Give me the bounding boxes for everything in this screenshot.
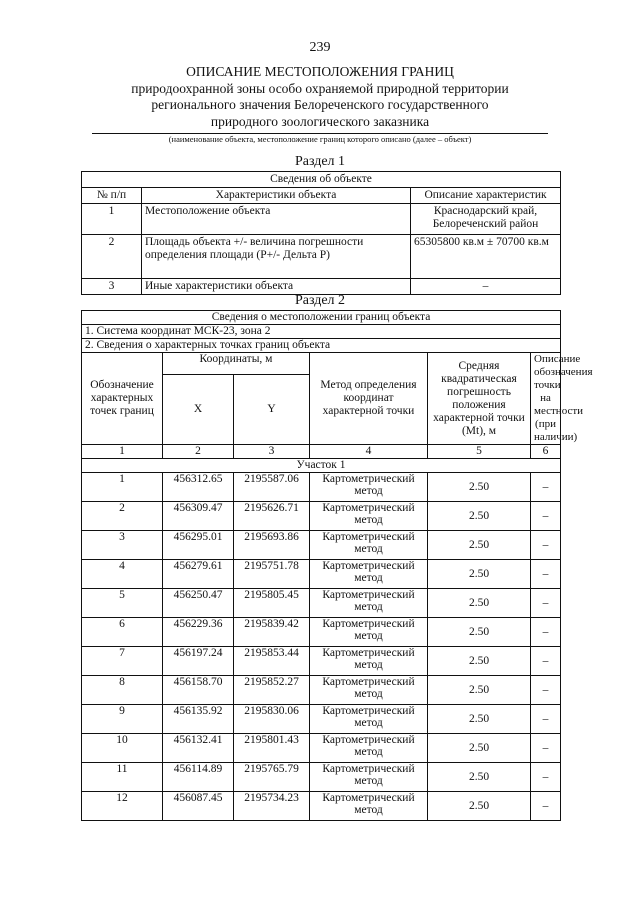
title-line: ОПИСАНИЕ МЕСТОПОЛОЖЕНИЯ ГРАНИЦ [186,64,454,79]
point-y: 2195626.71 [234,502,310,531]
table-row [82,705,561,734]
column-header: Характеристики объекта [142,188,411,204]
point-x: 456229.36 [163,618,234,647]
column-header: Обозначение характерных точек границ [82,353,163,445]
point-accuracy: 2.50 [428,763,531,792]
boundary-points-table [81,310,593,821]
document-title [80,64,560,130]
point-x: 456197.24 [163,647,234,676]
point-method: Картометрический метод [310,763,428,792]
column-header: Описание характеристик [411,188,561,204]
point-y: 2195805.45 [234,589,310,618]
characteristic-value: – [411,279,561,295]
section1-heading: Раздел 1 [294,154,346,169]
column-number: 1 [82,445,163,459]
coordinate-system: 1. Система координат МСК-23, зона 2 [82,325,561,339]
point-method: Картометрический метод [310,618,428,647]
point-x: 456295.01 [163,531,234,560]
column-number: 3 [234,445,310,459]
point-y: 2195801.43 [234,734,310,763]
table-row [82,473,561,502]
characteristic-value: 65305800 кв.м ± 70700 кв.м [411,235,561,279]
table-row [82,647,561,676]
section2-heading: Раздел 2 [294,293,346,308]
point-accuracy: 2.50 [428,502,531,531]
table-row [82,204,561,235]
row-number: 1 [82,204,142,235]
table-row [82,235,561,279]
point-description: – [531,734,561,763]
title-line: природного зоологического заказника [210,113,430,129]
point-accuracy: 2.50 [428,647,531,676]
point-x: 456158.70 [163,676,234,705]
point-description: – [531,531,561,560]
point-method: Картометрический метод [310,473,428,502]
title-line: природоохранной зоны особо охраняемой природной территории [131,80,509,96]
point-y: 2195853.44 [234,647,310,676]
column-number: 2 [163,445,234,459]
column-header: Координаты, м [163,353,310,375]
point-y: 2195765.79 [234,763,310,792]
table-row [82,502,561,531]
point-description: – [531,647,561,676]
points-body [82,473,561,821]
points-caption: 2. Сведения о характерных точках границ объекта [82,339,561,353]
point-description: – [531,705,561,734]
table-row [82,792,561,821]
table-row [82,676,561,705]
point-number: 11 [82,763,163,792]
table-row [82,763,561,792]
column-number: 5 [428,445,531,459]
point-method: Картометрический метод [310,560,428,589]
point-description: – [531,676,561,705]
column-header: Описание обозначения точки на местности (при наличии) [531,353,561,445]
point-accuracy: 2.50 [428,473,531,502]
title-subnote: (наименование объекта, местоположение границ которого описано (далее – объект) [168,134,472,144]
point-x: 456309.47 [163,502,234,531]
title-line: регионального значения Белореченского государственного [151,97,489,112]
point-y: 2195751.78 [234,560,310,589]
point-accuracy: 2.50 [428,705,531,734]
point-number: 10 [82,734,163,763]
point-description: – [531,763,561,792]
column-number: 6 [531,445,561,459]
table-title: Сведения об объекте [82,172,561,188]
point-accuracy: 2.50 [428,589,531,618]
point-number: 3 [82,531,163,560]
row-number: 3 [82,279,142,295]
column-number: 4 [310,445,428,459]
point-method: Картометрический метод [310,589,428,618]
characteristic: Местоположение объекта [142,204,411,235]
point-method: Картометрический метод [310,647,428,676]
table-row [82,560,561,589]
characteristic: Иные характеристики объекта [142,279,411,295]
point-accuracy: 2.50 [428,792,531,821]
point-number: 12 [82,792,163,821]
table-row [82,734,561,763]
point-method: Картометрический метод [310,734,428,763]
point-x: 456132.41 [163,734,234,763]
point-accuracy: 2.50 [428,531,531,560]
point-number: 5 [82,589,163,618]
point-number: 1 [82,473,163,502]
point-method: Картометрический метод [310,792,428,821]
point-number: 4 [82,560,163,589]
point-number: 6 [82,618,163,647]
point-x: 456114.89 [163,763,234,792]
point-method: Картометрический метод [310,705,428,734]
column-header: № п/п [82,188,142,204]
point-x: 456135.92 [163,705,234,734]
point-accuracy: 2.50 [428,734,531,763]
column-header: Y [234,375,310,445]
point-method: Картометрический метод [310,502,428,531]
point-number: 8 [82,676,163,705]
point-description: – [531,589,561,618]
point-description: – [531,473,561,502]
table-row [82,618,561,647]
point-accuracy: 2.50 [428,676,531,705]
point-method: Картометрический метод [310,676,428,705]
table-row [82,531,561,560]
column-header: Метод определения координат характерной точки [310,353,428,445]
point-y: 2195587.06 [234,473,310,502]
point-y: 2195734.23 [234,792,310,821]
row-number: 2 [82,235,142,279]
point-x: 456087.45 [163,792,234,821]
page-number: 239 [309,40,331,55]
point-method: Картометрический метод [310,531,428,560]
point-x: 456279.61 [163,560,234,589]
point-description: – [531,502,561,531]
point-y: 2195852.27 [234,676,310,705]
point-accuracy: 2.50 [428,560,531,589]
column-header: Средняя квадратическая погрешность положения характерной точки (Mt), м [428,353,531,445]
point-description: – [531,618,561,647]
point-description: – [531,792,561,821]
parcel-heading: Участок 1 [82,459,561,473]
characteristic: Площадь объекта +/- величина погрешности определения площади (P+/- Дельта P) [142,235,411,279]
point-description: – [531,560,561,589]
point-accuracy: 2.50 [428,618,531,647]
object-info-table [81,171,561,295]
point-number: 2 [82,502,163,531]
point-x: 456312.65 [163,473,234,502]
point-x: 456250.47 [163,589,234,618]
column-header: X [163,375,234,445]
point-number: 9 [82,705,163,734]
point-y: 2195693.86 [234,531,310,560]
table-row [82,589,561,618]
point-y: 2195839.42 [234,618,310,647]
point-number: 7 [82,647,163,676]
point-y: 2195830.06 [234,705,310,734]
table-title: Сведения о местоположении границ объекта [82,311,561,325]
characteristic-value: Краснодарский край, Белореченский район [411,204,561,235]
